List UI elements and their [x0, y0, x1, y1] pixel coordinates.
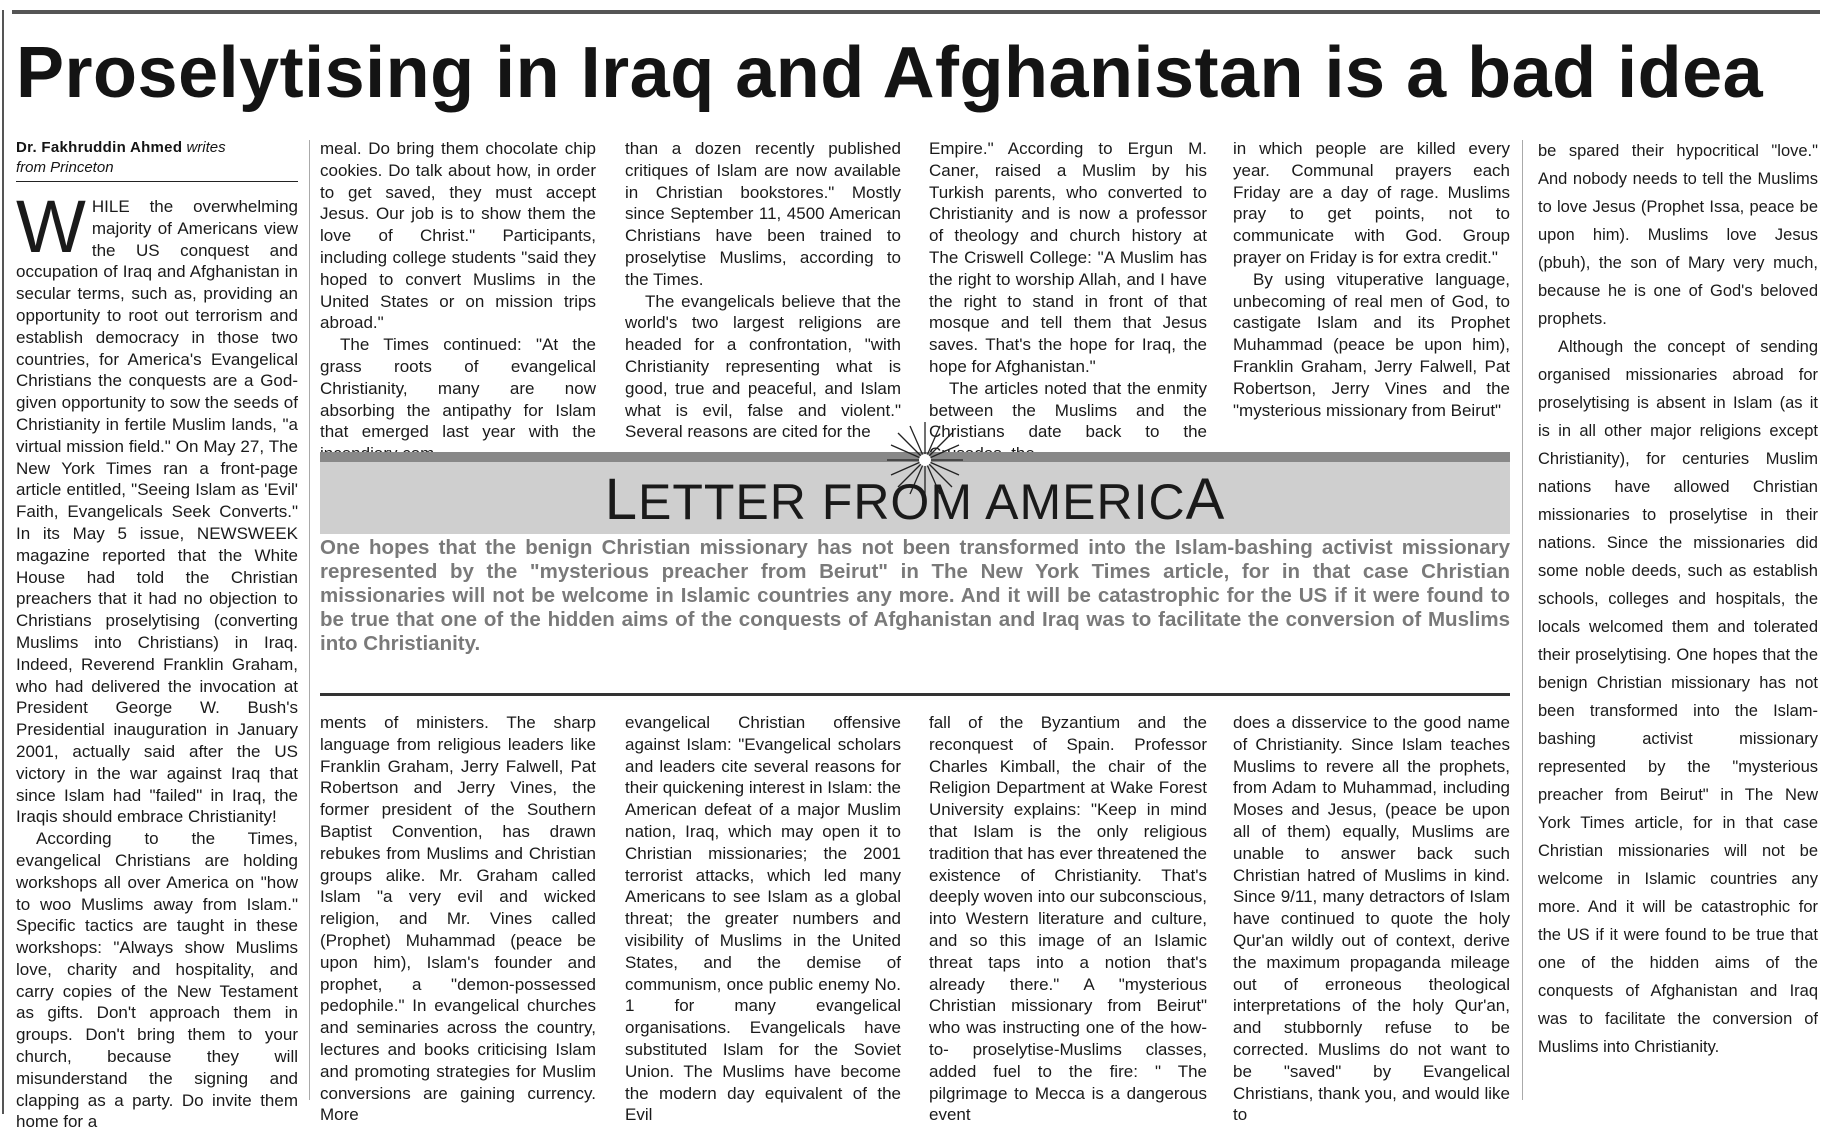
- column-3-top-paragraph-1: than a dozen recently published critiques of Islam are now available in Christian bookstores." Mostly since September 11, 4500 American Christians have been trained to proselytise Muslims, according to the Times.: [625, 139, 901, 289]
- column-5-top-paragraph-2: By using vituperative language, unbecoming of real men of God, to castigate Islam and its Prophet Muhammad (peace be upon him), Franklin Graham, Jerry Falwell, Pat Robertson, Jerry Vines and the "mysterious missionary from Beirut": [1233, 269, 1510, 420]
- column-3-bottom-text: evangelical Christian offensive against Islam: "Evangelical scholars and leaders cite several reasons for their quickening interest in Islam: the American defeat of a major Muslim nation, Iraq, which may open it to Christian missionaries; the 2001 terrorist attacks, which led many Americans to see Islam as a global threat; the greater numbers and visibility of Muslims in the United States, and the demise of communism, once public enemy No. 1 for many evangelical organisations. Evangelicals have substituted Islam for the Soviet Union. The Muslims have become the modern day equivalent of the Evil: [625, 713, 901, 1125]
- pull-quote: One hopes that the benign Christian missionary has not been transformed into the Islam-bashing activist missionary represented by the "mysterious preacher from Beirut" in The New York Times article, for in that case Christian missionaries will not be welcome in Islamic countries any more. And it will be catastrophic for the US if it were found to be true that one of the hidden aims of the conquests of Afghanistan and Iraq was to facilitate the conversion of Muslims into Christianity.: [320, 536, 1510, 655]
- left-rule: [2, 10, 4, 1114]
- column-3-top: [625, 138, 901, 443]
- column-4-top: [929, 138, 1207, 465]
- column-2-top: [320, 138, 596, 465]
- banner-title-middle: ETTER FROM AMERIC: [638, 474, 1186, 530]
- column-5-bottom-text: does a disservice to the good name of Christianity. Since Islam teaches Muslims to revere all the prophets, from Adam to Muhammad, including Moses and Jesus, (peace be upon all of them) equally, Muslims are unable to answer back such Christian hatred of Muslims in kind. Since 9/11, many detractors of Islam have continued to quote the holy Qur'an wildly out of context, derive the maximum propaganda mileage out of erroneous theological interpretations of the holy Qur'an, and stubbornly refuse to be corrected. Muslims do not want to be "saved" by Evangelical Christians, thank you, and would like to: [1233, 713, 1510, 1125]
- banner-title-final: A: [1185, 467, 1226, 532]
- byline-location: from Princeton: [16, 159, 114, 176]
- column-1: [16, 185, 298, 1133]
- column-4-bottom-text: fall of the Byzantium and the reconquest of Spain. Professor Charles Kimball, the chair of the Religion Department at Wake Forest University explains: "Keep in mind that Islam is the only religious tradition that has ever threatened the existence of Christianity. That's deeply woven into our subconscious, into Western literature and culture, and so this image of an Islamic threat taps into a notion that's already there." A "mysterious Christian missionary from Beirut" who was instructing one of the how-to- proselytise-Muslims classes, added fuel to the fire: " The pilgrimage to Mecca is a dangerous event: [929, 713, 1207, 1125]
- column-3-bottom: [625, 712, 901, 1126]
- headline: Proselytising in Iraq and Afghanistan is a bad idea: [16, 33, 1764, 113]
- column-5-top-paragraph-1: in which people are killed every year. Communal prayers each Friday are a day of rage. Muslims pray to get points, not to communicate with God. Group prayer on Friday is for extra credit.": [1233, 139, 1510, 267]
- column-4-top-paragraph-2: The articles noted that the enmity between the Muslims and the Christians date back to the: [929, 378, 1207, 442]
- column-1-paragraph-1-text: HILE the overwhelming majority of Americans view the US conquest and occupation of Iraq and Afghanistan in secular terms, such as, providing an opportunity to root out terrorism and establish democracy in those two countries, for America's Evangelical Christians the conquests are a God-given opportunity to sow the seeds of Christianity in fertile Muslim lands, "a virtual mission field." On May 27, The New York Times ran a front-page article entitled, "Seeing Islam as 'Evil' Faith, Evangelicals Seek Converts." In its May 5 issue, NEWSWEEK magazine reported that the White House had told the Christian preachers that it had no objection to Christians proselytising (converting Muslims into Christians) in Iraq. Indeed, Reverend Franklin Graham, who had delivered the invocation at President George W. Bush's Presidential inauguration in January 2001, actually said after the US victory in the war against Iraq that since Islam had "failed" in Iraq, the Iraqis should embrace Christianity!: [16, 197, 298, 827]
- column-divider: [309, 140, 310, 1100]
- column-6: [1538, 137, 1818, 1061]
- banner-title-initial: L: [604, 467, 638, 532]
- column-4-top-paragraph-1: Empire." According to Ergun M. Caner, raised a Muslim by his Turkish parents, who converted to Christianity and is now a professor of theology and church history at The Criswell College: "A Muslim has the right to worship Allah, and I have the right to stand in front of that mosque and tell them that Jesus saves. That's the hope for Iraq, the hope for Afghanistan.": [929, 139, 1207, 376]
- column-4-bottom: [929, 712, 1207, 1126]
- column-2-bottom: [320, 712, 596, 1126]
- pull-quote-rule: [320, 693, 1510, 696]
- column-6-paragraph-2: Although the concept of sending organised missionaries abroad for proselytising is absent in Islam (as it is in all other major religions except Christianity), for centuries Muslim nations have allowed Christian missionaries to proselytise in their nations. Since the missionaries did some noble deeds, such as establish schools, colleges and hospitals, the locals welcomed them and tolerated their proselytising. One hopes that the benign Christian missionary has not been transformed into the Islam-bashing activist missionary represented by the "mysterious preacher from Beirut" in The New York Times article, for in that case Christian missionaries will not be welcome in Islamic countries any more. And it will be catastrophic for the US if it were found to be true that one of the hidden aims of the conquests of Afghanistan and Iraq was to facilitate the conversion of Muslims into Christianity.: [1538, 338, 1818, 1056]
- column-2-top-paragraph-2: The Times continued: "At the grass roots of evangelical Christianity, many are now absorbing the antipathy for Islam that emerged last year with the: [320, 335, 596, 442]
- column-2-top-paragraph-1: meal. Do bring them chocolate chip cookies. Do talk about how, in order to get saved, they must accept Jesus. Our job is to show them the love of Christ." Participants, including college students "said they hoped to convert Muslims in the United States or on mission trips abroad.": [320, 139, 596, 333]
- column-3-top-paragraph-2: The evangelicals believe that the world's two largest religions are headed for a confrontation, "with Christianity representing what is good, true and peaceful, and Islam what is evil, false and violent." Several reasons are cited for the: [625, 291, 901, 442]
- byline-writes: writes: [186, 139, 226, 156]
- top-rule: [12, 10, 1820, 14]
- drop-cap: W: [16, 185, 86, 268]
- banner-title: [320, 467, 1510, 532]
- column-5-top: [1233, 138, 1510, 421]
- author-name: Dr. Fakhruddin Ahmed: [16, 139, 183, 156]
- column-2-bottom-text: ments of ministers. The sharp language from religious leaders like Franklin Graham, Jerry Falwell, Pat Robertson and Jerry Vines, the former president of the Southern Baptist Convention, has drawn rebukes from Muslims and Christian groups alike. Mr. Graham called Islam "a very evil and wicked religion, and Mr. Vines called (Prophet) Muhammad (peace be upon him), Islam's founder and prophet, a "demon-possessed pedophile." In evangelical churches and seminaries across the country, lectures and books criticising Islam and promoting strategies for Muslim conversions are gaining currency. More: [320, 713, 596, 1125]
- column-6-paragraph-1: be spared their hypocritical "love." And nobody needs to tell the Muslims to love Jesus (Prophet Issa, peace be upon him). Muslims love Jesus (pbuh), the son of Mary very much, because he is one of God's beloved prophets.: [1538, 142, 1818, 328]
- byline-rule: [16, 181, 298, 182]
- byline: [16, 138, 298, 178]
- column-5-bottom: [1233, 712, 1510, 1126]
- column-1-paragraph-1: [16, 185, 298, 828]
- column-divider-right: [1522, 140, 1523, 1100]
- column-1-paragraph-2: According to the Times, evangelical Christians are holding workshops all over America on "how to woo Muslims away from Islam." Specific tactics are taught in these workshops: "Always show Muslims love, charity and hospitality, and carry copies of the New Testament as gifts. Don't approach them in groups. Don't bring them to your church, because they will misunderstand the signing and clapping as a party. Do invite them home for a: [16, 829, 298, 1132]
